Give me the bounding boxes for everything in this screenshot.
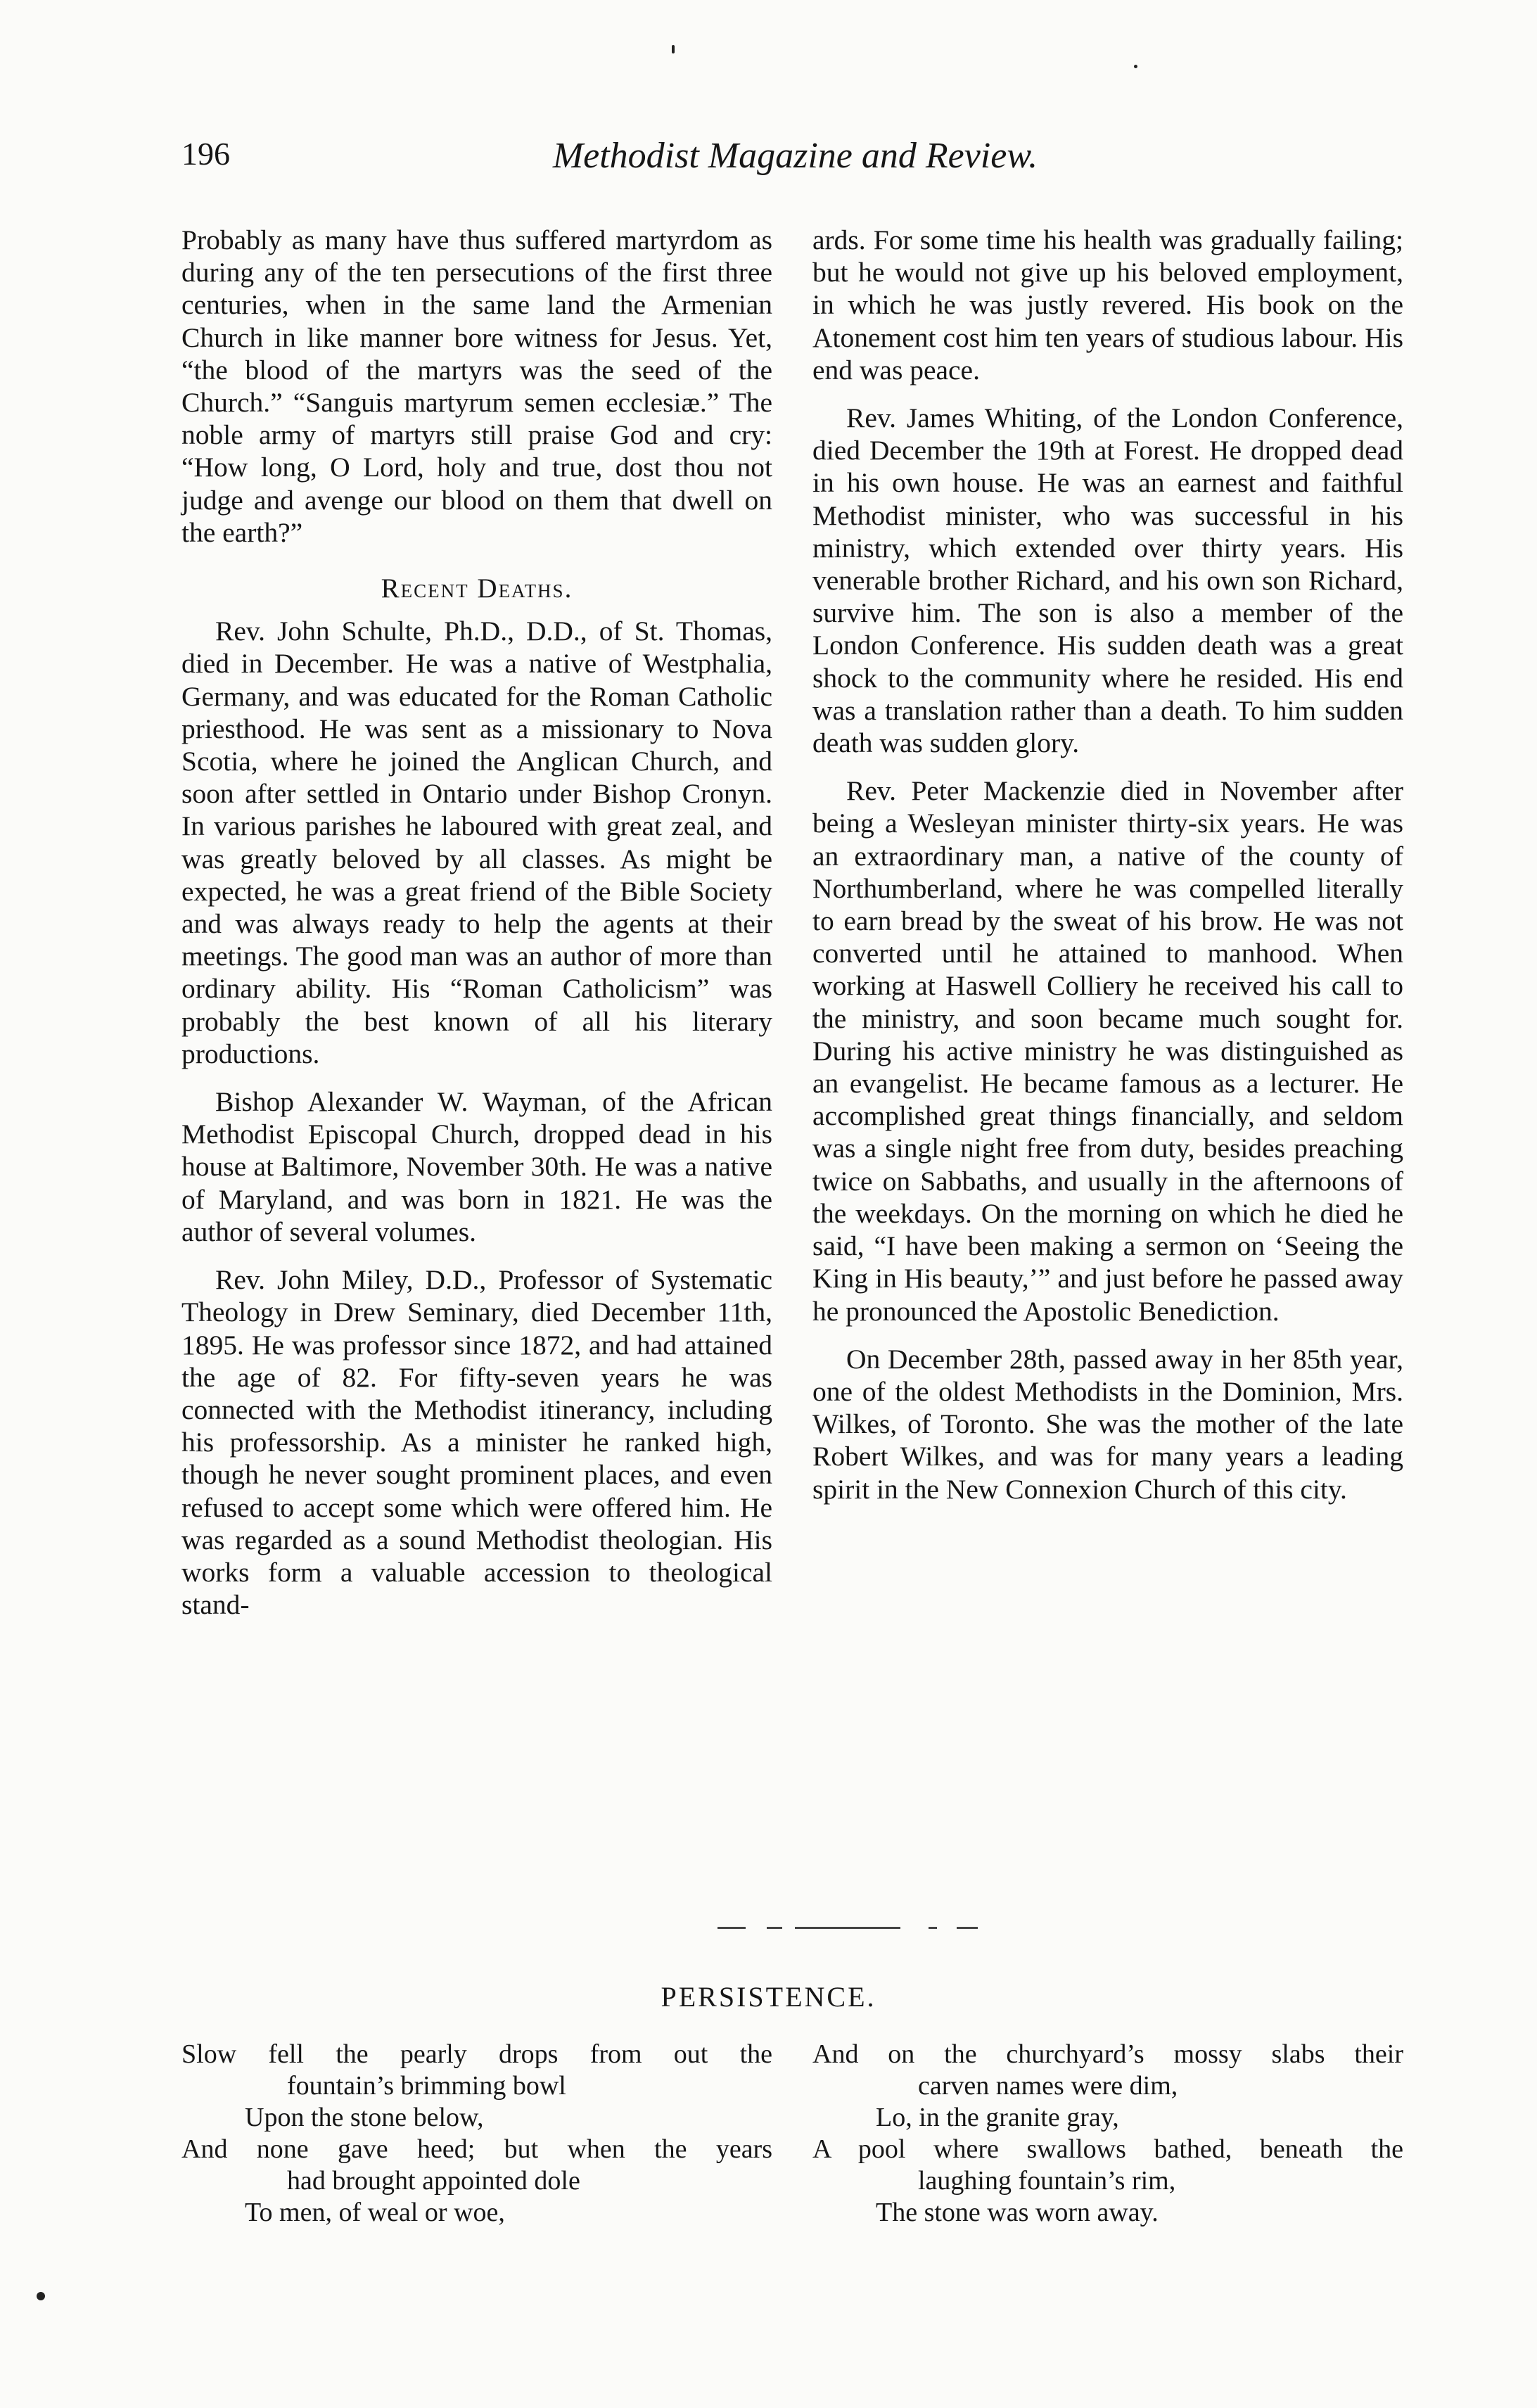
recent-deaths-heading: Recent Deaths. bbox=[381, 573, 573, 604]
poem-line: To men, of weal or woe, bbox=[245, 2198, 505, 2227]
poem-line: And none gave heed; but when the years bbox=[181, 2134, 772, 2164]
poem-line: had brought appointed dole bbox=[287, 2166, 580, 2196]
poem-line: laughing fountain’s rim, bbox=[918, 2166, 1176, 2196]
wilkes-paragraph: On December 28th, passed away in her 85th year, one of the oldest Methodists in the Dominion, Mrs. Wilkes, of Toronto. She was the mother of the late Robert Wilkes, and was for many years a leading spirit in the New Connexion Church of this city. bbox=[812, 1343, 1403, 1505]
miley-continuation: ards. For some time his health was gradually failing; but he would not give up his beloved employment, in which he was justly revered. His book on the Atonement cost him ten years of studious labour. His end was peace. bbox=[812, 224, 1403, 386]
page-number: 196 bbox=[181, 136, 230, 172]
poem-line: Lo, in the granite gray, bbox=[876, 2103, 1119, 2132]
poem-line: The stone was worn away. bbox=[876, 2198, 1159, 2227]
page-header bbox=[181, 135, 1409, 191]
left-column bbox=[181, 224, 772, 1636]
poem-right-stanza bbox=[812, 2039, 1403, 2229]
section-divider bbox=[718, 1923, 985, 1932]
intro-paragraph: Probably as many have thus suffered martyrdom as during any of the ten persecutions of the first three centuries, when in the same land the Armenian Church in like manner bore witness for Jesus. Yet, “the blood of the martyrs was the seed of the Church.” “Sanguis martyrum semen ecclesiæ.” The noble army of martyrs still praise God and cry: “How long, O Lord, holy and true, dost thou not judge and avenge our blood on them that dwell on the earth?” bbox=[181, 224, 772, 548]
poem-line: Upon the stone below, bbox=[245, 2103, 484, 2132]
ink-speck bbox=[37, 2292, 45, 2300]
schulte-paragraph: Rev. John Schulte, Ph.D., D.D., of St. Thomas, died in December. He was a native of Westphalia, Germany, and was educated for the Roman Catholic priesthood. He was sent as a missionary to Nova Scotia, where he joined the Anglican Church, and soon after settled in Ontario under Bishop Cronyn. In various parishes he laboured with great zeal, and was greatly beloved by all classes. As might be expected, he was a great friend of the Bible Society and was always ready to help the agents at their meetings. The good man was an author of more than ordinary ability. His “Roman Catholicism” was probably the best known of all his literary productions. bbox=[181, 616, 772, 1069]
mackenzie-paragraph: Rev. Peter Mackenzie died in November after being a Wesleyan minister thirty-six years. He was an extraordinary man, a native of the county of Northumberland, where he was compelled literally to earn bread by the sweat of his brow. He was not converted until he attained to manhood. When working at Haswell Colliery he received his call to the ministry, and soon became much sought for. During his active ministry he was distinguished as an evangelist. He became famous as a lecturer. He accomplished great things financially, and seldom was a single night free from duty, besides preaching twice on Sabbaths, and usually in the afternoons of the weekdays. On the morning on which he died he said, “I have been making a sermon on ‘Seeing the King in His beauty,’” and just before he passed away he pronounced the Apostolic Benediction. bbox=[812, 775, 1403, 1327]
whiting-paragraph: Rev. James Whiting, of the London Conference, died December the 19th at Forest. He dropped dead in his own house. He was an earnest and faithful Methodist minister, who was successful in his ministry, which extended over thirty years. His venerable brother Richard, and his own son Richard, survive him. The son is also a member of the London Conference. His sudden death was a great shock to the community where he resided. His end was a translation rather than a death. To him sudden death was sudden glory. bbox=[812, 402, 1403, 759]
poem-line: fountain’s brimming bowl bbox=[287, 2071, 566, 2101]
ink-speck bbox=[1134, 65, 1137, 68]
poem-line: carven names were dim, bbox=[918, 2071, 1178, 2101]
poem-left-stanza bbox=[181, 2039, 772, 2229]
poem-line: Slow fell the pearly drops from out the bbox=[181, 2039, 772, 2069]
poem-line: A pool where swallows bathed, beneath the bbox=[812, 2134, 1403, 2164]
miley-paragraph: Rev. John Miley, D.D., Professor of Systematic Theology in Drew Seminary, died December 11th, 1895. He was professor since 1872, and had attained the age of 82. For fifty-seven years he was connected with the Methodist itinerancy, including his professorship. As a minister he ranked high, though he never sought prominent places, and even refused to accept some which were offered him. He was regarded as a sound Methodist theologian. His works form a valuable accession to theological stand- bbox=[181, 1264, 772, 1621]
running-title: Methodist Magazine and Review. bbox=[552, 136, 1038, 176]
poem-title: PERSISTENCE. bbox=[661, 1981, 876, 2013]
wayman-paragraph: Bishop Alexander W. Wayman, of the African Methodist Episcopal Church, dropped dead in his house at Baltimore, November 30th. He was a native of Maryland, and was born in 1821. He was the author of several volumes. bbox=[181, 1086, 772, 1247]
poem-line: And on the churchyard’s mossy slabs their bbox=[812, 2039, 1403, 2069]
ink-speck bbox=[672, 45, 675, 53]
right-column bbox=[812, 224, 1403, 1521]
